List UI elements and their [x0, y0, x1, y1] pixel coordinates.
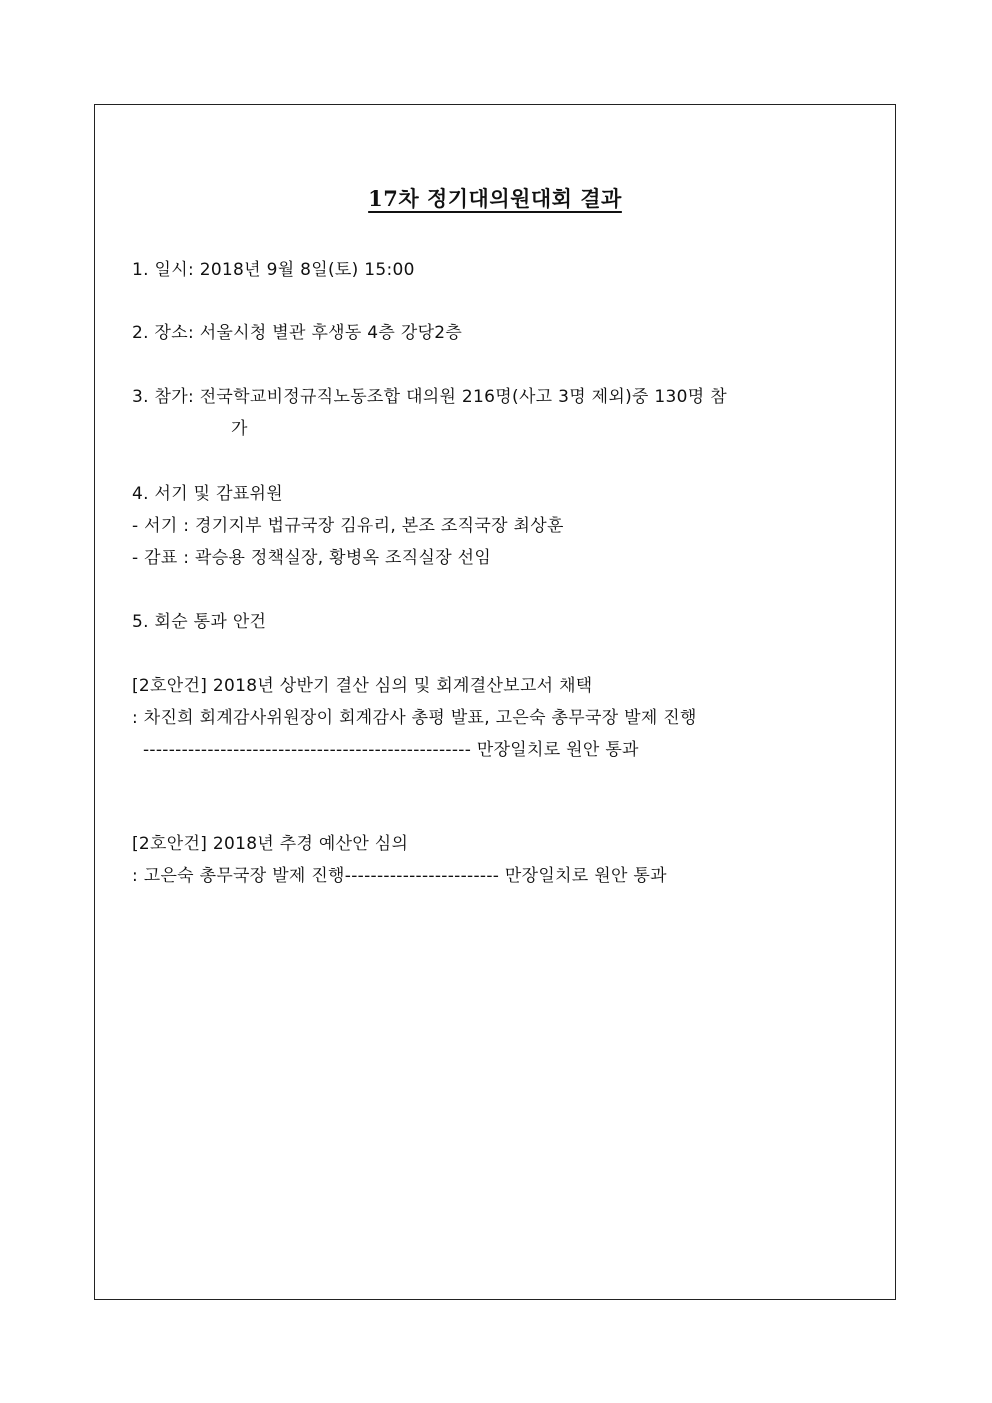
document-title: 17차 정기대의원대회 결과	[368, 186, 622, 211]
item-attendance-continued: 가	[231, 419, 248, 439]
item-tellers: - 감표 : 곽승용 정책실장, 황병옥 조직실장 선임	[132, 548, 492, 568]
item-committee-heading: 4. 서기 및 감표위원	[132, 484, 283, 504]
item-secretary: - 서기 : 경기지부 법규국장 김유리, 본조 조직국장 최상훈	[132, 516, 564, 536]
agenda-1-title: [2호안건] 2018년 상반기 결산 심의 및 회계결산보고서 채택	[132, 676, 593, 696]
agenda-2-detail: : 고은숙 총무국장 발제 진행------------------------ 만장일치로 원안 통과	[132, 866, 667, 886]
document-frame	[94, 104, 896, 1300]
item-place: 2. 장소: 서울시청 별관 후생동 4층 강당2층	[132, 323, 463, 343]
agenda-1-detail: : 차진희 회계감사위원장이 회계감사 총평 발표, 고은숙 총무국장 발제 진행	[132, 708, 697, 728]
item-passed-heading: 5. 회순 통과 안건	[132, 612, 267, 632]
item-date: 1. 일시: 2018년 9월 8일(토) 15:00	[132, 260, 415, 280]
agenda-2-title: [2호안건] 2018년 추경 예산안 심의	[132, 834, 409, 854]
agenda-1-result: --------------------------------------------------- 만장일치로 원안 통과	[143, 740, 639, 760]
item-attendance: 3. 참가: 전국학교비정규직노동조합 대의원 216명(사고 3명 제외)중 130명 참	[132, 387, 727, 407]
